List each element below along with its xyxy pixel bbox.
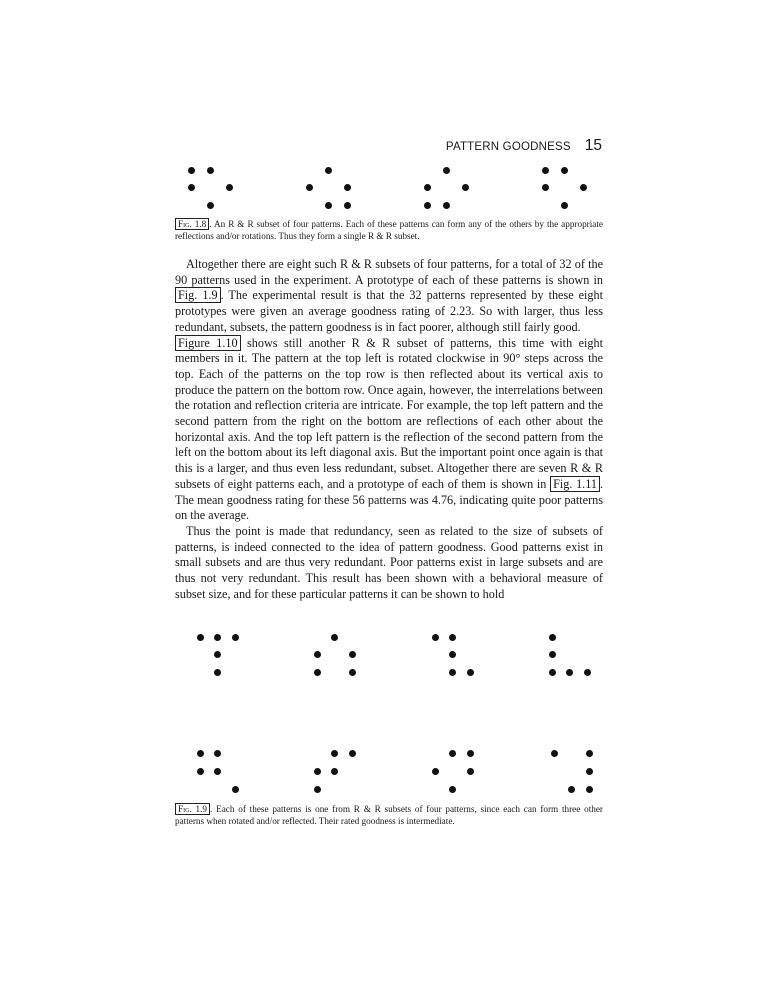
fig-1-8-pattern-4-dot xyxy=(542,184,549,191)
figure-1-9-caption xyxy=(175,803,603,827)
fig-1-8-pattern-2-dot xyxy=(306,184,313,191)
fig-1-9-top-pattern-3-dot xyxy=(449,651,456,658)
fig-1-9-top-pattern-4-dot xyxy=(584,669,591,676)
paragraph-1 xyxy=(175,257,603,336)
fig-1-8-pattern-1-dot xyxy=(207,202,214,209)
fig-1-9-bottom-pattern-3-dot xyxy=(449,750,456,757)
fig-1-8-pattern-4-dot xyxy=(580,184,587,191)
paragraph-2-text-b: . The mean goodness rating for these 56 patterns was 4.76, indicating quite poor patterns on the average. xyxy=(175,476,604,523)
fig-1-8-pattern-1-dot xyxy=(207,167,214,174)
figure-1-8-label[interactable]: Fig. 1.8 xyxy=(175,218,209,230)
body-text xyxy=(175,257,603,602)
fig-1-9-bottom-pattern-1-dot xyxy=(197,750,204,757)
page-number: 15 xyxy=(584,137,602,154)
fig-1-9-top-pattern-4-dot xyxy=(549,634,556,641)
fig-1-8-pattern-2-dot xyxy=(325,202,332,209)
fig-1-9-top-pattern-1-dot xyxy=(214,651,221,658)
paragraph-2-text-a: shows still another R & R subset of patterns, this time with eight members in it. The pattern at the top left is rotated clockwise in 90° steps across the top. Each of the patterns on the top row is then reflected about its vertical axis to produce the pattern on the bottom row. Once again, however, the interrelations between the rotation and reflection criteria are intricate. For example, the top left pattern and the second pattern from the right on the bottom are reflections of each other about the horizontal axis. And the top left pattern is the reflection of the second pattern from the left on the bottom about its left diagonal axis. But the important point once again is that this is a larger, and thus even less redundant, subset. Altogether there are seven R & R subsets of eight patterns each, and a prototype of each of them is shown in xyxy=(175,335,603,491)
fig-1-9-bottom-pattern-1-dot xyxy=(232,786,239,793)
paragraph-2 xyxy=(175,336,603,524)
fig-1-9-bottom-pattern-1-dot xyxy=(214,768,221,775)
fig-1-9-top-pattern-1-dot xyxy=(197,634,204,641)
fig-1-9-top-pattern-2-dot xyxy=(349,669,356,676)
xref-fig-1-9[interactable]: Fig. 1.9 xyxy=(175,287,221,303)
paragraph-1-text-b: . The experimental result is that the 32 patterns represented by these eight prototypes were given an average goodness rating of 2.23. So with larger, thus less redundant, subsets, the pattern goodness is in fact poorer, although still fairly good. xyxy=(175,288,603,334)
fig-1-8-pattern-3-dot xyxy=(443,167,450,174)
fig-1-8-pattern-2-dot xyxy=(344,184,351,191)
fig-1-9-bottom-pattern-4-dot xyxy=(586,750,593,757)
page-header xyxy=(440,137,602,155)
fig-1-9-bottom-pattern-3-dot xyxy=(467,768,474,775)
fig-1-8-pattern-2-dot xyxy=(344,202,351,209)
figure-1-9-caption-text: . Each of these patterns is one from R & R subsets of four patterns, since each can form three other patterns when rotated and/or reflected. Their rated goodness is intermediate. xyxy=(175,804,603,826)
fig-1-8-pattern-4-dot xyxy=(561,202,568,209)
fig-1-9-bottom-pattern-2-dot xyxy=(314,786,321,793)
fig-1-9-top-pattern-1-dot xyxy=(214,634,221,641)
fig-1-9-top-pattern-1-dot xyxy=(232,634,239,641)
xref-figure-1-10[interactable]: Figure 1.10 xyxy=(175,335,241,351)
paragraph-3: Thus the point is made that redundancy, seen as related to the size of subsets of patterns, is indeed connected to the idea of pattern goodness. Good patterns exist in small subsets and are thus very redundant. Poor patterns exist in large subsets and are thus not very redundant. This result has been shown with a behavioral measure of subset size, and for these particular patterns it can be shown to hold xyxy=(175,523,603,601)
fig-1-9-top-pattern-1-dot xyxy=(214,669,221,676)
fig-1-8-pattern-1-dot xyxy=(226,184,233,191)
fig-1-8-pattern-3-dot xyxy=(424,184,431,191)
fig-1-9-bottom-pattern-3-dot xyxy=(432,768,439,775)
fig-1-9-top-pattern-3-dot xyxy=(467,669,474,676)
fig-1-9-bottom-pattern-4-dot xyxy=(568,786,575,793)
fig-1-9-top-pattern-3-dot xyxy=(432,634,439,641)
fig-1-9-bottom-pattern-4-dot xyxy=(586,768,593,775)
figure-1-8-caption xyxy=(175,218,603,242)
running-head: PATTERN GOODNESS xyxy=(445,141,571,153)
fig-1-8-pattern-3-dot xyxy=(462,184,469,191)
fig-1-9-top-pattern-2-dot xyxy=(314,669,321,676)
fig-1-8-pattern-2-dot xyxy=(325,167,332,174)
fig-1-9-bottom-pattern-3-dot xyxy=(449,786,456,793)
xref-fig-1-11[interactable]: Fig. 1.11 xyxy=(550,476,600,492)
fig-1-9-bottom-pattern-4-dot xyxy=(586,786,593,793)
fig-1-9-top-pattern-2-dot xyxy=(331,634,338,641)
fig-1-9-top-pattern-4-dot xyxy=(549,669,556,676)
fig-1-9-bottom-pattern-4-dot xyxy=(551,750,558,757)
fig-1-9-bottom-pattern-2-dot xyxy=(349,750,356,757)
fig-1-9-bottom-pattern-2-dot xyxy=(331,768,338,775)
fig-1-8-pattern-4-dot xyxy=(561,167,568,174)
fig-1-9-top-pattern-3-dot xyxy=(449,669,456,676)
figure-1-8-caption-text: . An R & R subset of four patterns. Each of these patterns can form any of the others by the appropriate reflections and/or rotations. Thus they form a single R & R subset. xyxy=(175,219,603,241)
fig-1-9-bottom-pattern-1-dot xyxy=(214,750,221,757)
fig-1-9-top-pattern-3-dot xyxy=(449,634,456,641)
fig-1-9-top-pattern-4-dot xyxy=(566,669,573,676)
fig-1-9-top-pattern-2-dot xyxy=(314,651,321,658)
paragraph-1-text-a: Altogether there are eight such R & R subsets of four patterns, for a total of 32 of the 90 patterns used in the experiment. A prototype of each of these patterns is shown in xyxy=(175,257,603,287)
fig-1-9-bottom-pattern-2-dot xyxy=(331,750,338,757)
fig-1-9-bottom-pattern-1-dot xyxy=(197,768,204,775)
fig-1-8-pattern-4-dot xyxy=(542,167,549,174)
fig-1-8-pattern-3-dot xyxy=(443,202,450,209)
fig-1-9-top-pattern-2-dot xyxy=(349,651,356,658)
figure-1-9-label[interactable]: Fig. 1.9 xyxy=(175,803,210,815)
fig-1-9-top-pattern-4-dot xyxy=(549,651,556,658)
fig-1-8-pattern-1-dot xyxy=(188,184,195,191)
fig-1-9-bottom-pattern-2-dot xyxy=(314,768,321,775)
fig-1-8-pattern-3-dot xyxy=(424,202,431,209)
fig-1-9-bottom-pattern-3-dot xyxy=(467,750,474,757)
fig-1-8-pattern-1-dot xyxy=(188,167,195,174)
